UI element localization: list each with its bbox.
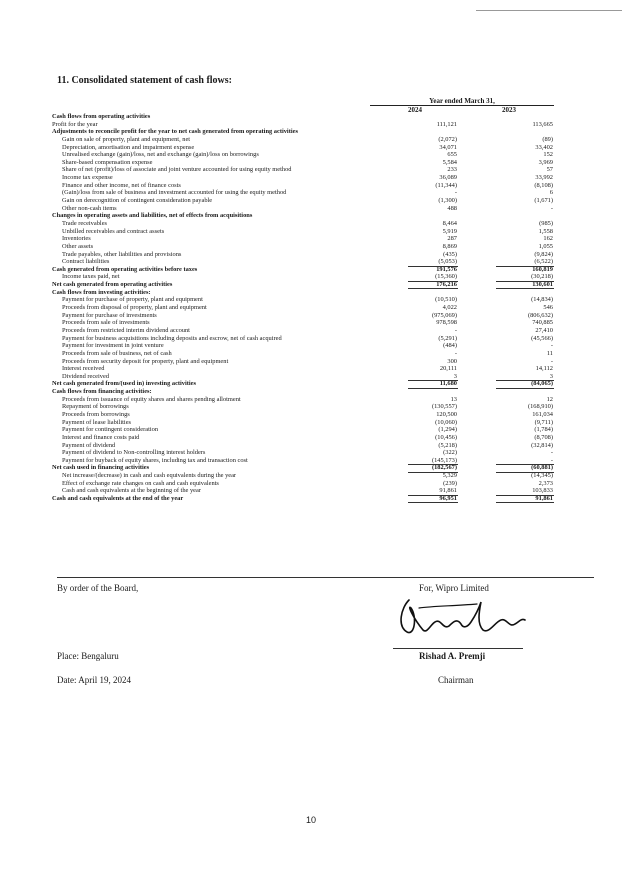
signatory-designation: Chairman (438, 675, 474, 685)
value-2024: (239) (443, 479, 457, 487)
value-2024: 233 (447, 166, 457, 174)
table-row (0, 296, 622, 304)
by-order-text: By order of the Board, (57, 583, 139, 593)
table-row (0, 189, 622, 197)
row-label: Effect of exchange rate changes on cash and cash equivalents (62, 479, 219, 487)
value-2024: (5,291) (438, 334, 457, 342)
table-row (0, 396, 622, 404)
value-2023: 740,885 (532, 319, 553, 327)
value-2023: (14,834) (531, 296, 553, 304)
table-row (0, 350, 622, 358)
value-2024: 5,329 (442, 472, 457, 480)
row-label: Payment of dividend to Non-controlling interest holders (62, 449, 206, 457)
row-label: Other non-cash items (62, 204, 117, 212)
value-2023: 6 (549, 189, 553, 197)
table-row (0, 457, 622, 465)
table-row (0, 258, 622, 266)
value-2024: (182,567) (431, 464, 457, 472)
table-row (0, 304, 622, 312)
value-2023: 152 (543, 151, 553, 159)
value-2024: 34,071 (439, 143, 457, 151)
table-row (0, 144, 622, 152)
table-row (0, 235, 622, 243)
value-2023: 3,969 (538, 158, 553, 166)
value-2023: 33,402 (535, 143, 553, 151)
table-row (0, 480, 622, 488)
subtotal-rule (496, 266, 554, 267)
signature-rule (393, 648, 523, 649)
value-2023: - (550, 342, 553, 350)
value-2024: (435) (443, 250, 457, 258)
value-2023: (32,814) (531, 441, 553, 449)
row-label: Payment for business acquisitions including deposits and escrow, net of cash acquired (62, 334, 282, 342)
value-2023: 27,410 (535, 326, 553, 334)
table-row (0, 159, 622, 167)
table-row (0, 243, 622, 251)
value-2024: - (454, 326, 457, 334)
value-2023: (168,910) (527, 403, 553, 411)
value-2023: (89) (542, 135, 553, 143)
table-row (0, 487, 622, 495)
value-2023: 160,819 (532, 265, 553, 273)
row-label: (Gain)/loss from sale of business and investment accounted for using the equity method (62, 189, 287, 197)
value-2024: 5,584 (442, 158, 457, 166)
table-row (0, 281, 622, 289)
row-label: Gain on sale of property, plant and equipment, net (62, 135, 191, 143)
row-label: Cash flows from investing activities: (52, 288, 151, 296)
value-2024: (484) (443, 342, 457, 350)
subtotal-rule (408, 380, 458, 381)
value-2024: 176,216 (436, 281, 457, 289)
value-2024: 300 (447, 357, 457, 365)
table-row (0, 312, 622, 320)
table-row (0, 335, 622, 343)
value-2024: 8,464 (442, 219, 457, 227)
row-label: Unrealised exchange (gain)/loss, net and exchange (gain)/loss on borrowings (62, 151, 259, 159)
value-2024: (5,218) (438, 441, 457, 449)
value-2023: 12 (546, 395, 553, 403)
row-label: Unbilled receivables and contract assets (62, 227, 165, 235)
row-label: Proceeds from borrowings (62, 410, 130, 418)
row-label: Interest and finance costs paid (62, 433, 140, 441)
value-2023: - (550, 456, 553, 464)
table-row (0, 121, 622, 129)
value-2023: (6,522) (534, 258, 553, 266)
date-text: Date: April 19, 2024 (57, 675, 131, 685)
year-header: Year ended March 31, (429, 97, 495, 105)
value-2023: (84,065) (531, 380, 553, 388)
value-2023: 11 (546, 349, 553, 357)
signatory-name: Rishad A. Premji (419, 651, 486, 661)
row-label: Repayment of borrowings (62, 403, 129, 411)
subtotal-rule (408, 266, 458, 267)
row-label: Proceeds from issuance of equity shares and shares pending allotment (62, 395, 241, 403)
value-2023: (806,632) (527, 311, 553, 319)
table-row (0, 449, 622, 457)
total-rule (408, 502, 458, 503)
total-rule (496, 502, 554, 503)
value-2023: 33,992 (535, 174, 553, 182)
subtotal-rule (496, 380, 554, 381)
value-2023: (60,881) (531, 464, 553, 472)
row-label: Contract liabilities (62, 258, 110, 266)
value-2024: 5,919 (442, 227, 457, 235)
value-2024: (5,053) (438, 258, 457, 266)
row-label: Payment for contingent consideration (62, 426, 159, 434)
value-2023: 14,112 (535, 365, 553, 373)
table-row (0, 327, 622, 335)
value-2024: (322) (443, 449, 457, 457)
table-row (0, 358, 622, 366)
value-2023: (8,708) (534, 433, 553, 441)
row-label: Changes in operating assets and liabilities, net of effects from acquisitions (52, 212, 253, 220)
value-2023: (14,345) (531, 472, 553, 480)
value-2024: (975,069) (431, 311, 457, 319)
table-row (0, 380, 622, 388)
value-2024: 8,869 (442, 242, 457, 250)
row-label: Payment of lease liabilities (62, 418, 132, 426)
value-2023: 162 (543, 235, 553, 243)
table-row (0, 151, 622, 159)
subtotal-rule (496, 281, 554, 282)
value-2023: (8,108) (534, 181, 553, 189)
value-2023: 161,034 (532, 410, 553, 418)
cash-flow-table (0, 113, 622, 503)
value-2024: (10,456) (435, 433, 457, 441)
value-2024: 4,022 (442, 304, 457, 312)
row-label: Payment of dividend (62, 441, 116, 449)
table-row (0, 228, 622, 236)
table-row (0, 434, 622, 442)
value-2023: 1,558 (538, 227, 553, 235)
value-2023: 2,373 (538, 479, 553, 487)
signature-image (393, 594, 528, 644)
value-2024: 655 (447, 151, 457, 159)
row-label: Adjustments to reconcile profit for the year to net cash generated from operating activities (52, 128, 298, 136)
table-row (0, 403, 622, 411)
table-row (0, 319, 622, 327)
table-row (0, 365, 622, 373)
row-label: Cash and cash equivalents at the beginning of the year (62, 487, 201, 495)
table-row (0, 166, 622, 174)
value-2024: 36,089 (439, 174, 457, 182)
value-2024: 13 (450, 395, 457, 403)
value-2023: - (550, 357, 553, 365)
value-2024: (10,510) (435, 296, 457, 304)
footer-rule (57, 577, 594, 578)
row-label: Cash flows from operating activities (52, 113, 151, 120)
row-label: Trade payables, other liabilities and provisions (62, 250, 182, 258)
row-label: Payment for purchase of property, plant and equipment (62, 296, 203, 304)
table-row (0, 388, 622, 396)
table-row (0, 464, 622, 472)
row-label: Finance and other income, net of finance costs (62, 181, 181, 189)
value-2024: 11,680 (439, 380, 457, 388)
row-label: Cash and cash equivalents at the end of the year (52, 495, 184, 503)
table-row (0, 251, 622, 259)
value-2023: 1,055 (538, 242, 553, 250)
table-row (0, 289, 622, 297)
value-2023: (9,711) (534, 418, 553, 426)
table-row (0, 220, 622, 228)
row-label: Trade receivables (62, 219, 108, 227)
table-row (0, 182, 622, 190)
row-label: Gain on derecognition of contingent consideration payable (62, 197, 213, 205)
row-label: Cash flows from financing activities: (52, 388, 152, 396)
table-row (0, 373, 622, 381)
subtotal-rule (408, 495, 458, 496)
place-text: Place: Bengaluru (57, 651, 119, 661)
row-label: Proceeds from restricted interim dividend account (62, 326, 190, 334)
value-2024: (2,072) (438, 135, 457, 143)
row-label: Payment for purchase of investments (62, 311, 157, 319)
row-label: Proceeds from sale of investments (62, 319, 150, 327)
subtotal-rule (496, 464, 554, 465)
column-header-2023: 2023 (502, 106, 516, 114)
row-label: Net increase/(decrease) in cash and cash equivalents during the year (62, 472, 237, 480)
value-2024: (1,294) (438, 426, 457, 434)
value-2023: - (550, 449, 553, 457)
row-label: Income tax expense (62, 174, 113, 182)
column-header-2024: 2024 (408, 106, 422, 114)
table-row (0, 205, 622, 213)
value-2024: 96,951 (439, 495, 457, 503)
value-2023: 91,861 (535, 495, 553, 503)
row-label: Proceeds from disposal of property, plant and equipment (62, 304, 207, 312)
value-2024: 191,576 (436, 265, 457, 273)
value-2023: 57 (546, 166, 553, 174)
top-rule (476, 10, 622, 11)
row-label: Inventories (62, 235, 91, 243)
value-2023: 113,665 (532, 120, 553, 128)
statement-heading: 11. Consolidated statement of cash flows: (57, 75, 232, 86)
value-2023: 546 (543, 304, 553, 312)
value-2024: 978,598 (436, 319, 457, 327)
value-2024: - (454, 349, 457, 357)
row-label: Depreciation, amortisation and impairment expense (62, 143, 195, 151)
value-2024: 20,111 (439, 365, 457, 373)
value-2024: - (454, 189, 457, 197)
table-row (0, 128, 622, 136)
value-2024: (15,360) (435, 273, 457, 281)
value-2024: 287 (447, 235, 457, 243)
row-label: Cash generated from operating activities before taxes (52, 265, 198, 273)
subtotal-rule (496, 495, 554, 496)
value-2024: (11,344) (435, 181, 457, 189)
row-label: Dividend received (62, 372, 110, 380)
value-2023: - (550, 204, 553, 212)
row-label: Profit for the year (52, 120, 98, 128)
value-2023: (1,784) (534, 426, 553, 434)
row-label: Other assets (62, 242, 94, 250)
table-row (0, 419, 622, 427)
value-2023: (30,218) (531, 273, 553, 281)
row-label: Proceeds from sale of business, net of cash (62, 349, 172, 357)
value-2024: (1,300) (438, 197, 457, 205)
row-label: Net cash generated from/(used in) investing activities (52, 380, 197, 388)
value-2023: 130,601 (532, 281, 553, 289)
row-label: Income taxes paid, net (62, 273, 120, 281)
value-2024: (10,060) (435, 418, 457, 426)
value-2023: 103,833 (532, 487, 553, 495)
value-2024: (130,557) (431, 403, 457, 411)
subtotal-rule (408, 281, 458, 282)
subtotal-rule (408, 464, 458, 465)
row-label: Share of net (profit)/loss of associate and joint venture accounted for using equity method (62, 166, 292, 174)
table-row (0, 197, 622, 205)
value-2023: (985) (539, 219, 553, 227)
table-row (0, 472, 622, 480)
table-row (0, 174, 622, 182)
row-label: Net cash generated from operating activities (52, 281, 173, 289)
table-row (0, 136, 622, 144)
table-row (0, 266, 622, 274)
table-row (0, 411, 622, 419)
company-text: For, Wipro Limited (419, 583, 489, 593)
table-row (0, 442, 622, 450)
value-2023: (9,824) (534, 250, 553, 258)
value-2024: 120,500 (436, 410, 457, 418)
table-row (0, 495, 622, 503)
value-2023: (45,566) (531, 334, 553, 342)
row-label: Interest received (62, 365, 105, 373)
row-label: Payment for investment in joint venture (62, 342, 164, 350)
value-2024: 91,861 (439, 487, 457, 495)
row-label: Proceeds from security deposit for property, plant and equipment (62, 357, 229, 365)
row-label: Net cash used in financing activities (52, 464, 150, 472)
value-2024: (145,173) (431, 456, 457, 464)
value-2023: (1,671) (534, 197, 553, 205)
row-label: Share-based compensation expense (62, 158, 153, 166)
table-row (0, 212, 622, 220)
row-label: Payment for buyback of equity shares, including tax and transaction cost (62, 456, 248, 464)
table-row (0, 113, 622, 121)
value-2024: 3 (453, 372, 457, 380)
page-number: 10 (305, 815, 316, 825)
value-2023: 3 (549, 372, 553, 380)
table-row (0, 342, 622, 350)
value-2024: 111,121 (436, 120, 457, 128)
table-row (0, 426, 622, 434)
table-row (0, 273, 622, 281)
value-2024: 488 (447, 204, 457, 212)
